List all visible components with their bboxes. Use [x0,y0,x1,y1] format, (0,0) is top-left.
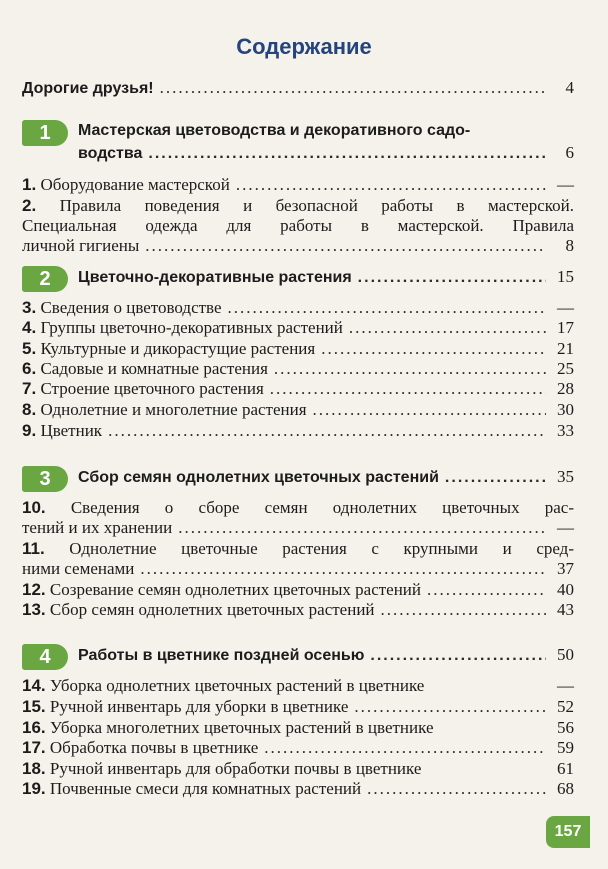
leader-dots [236,175,546,195]
chapter-title: Сбор семян однолетних цветочных растений [78,469,439,486]
leader-dots [349,318,546,338]
leader-dots [160,78,546,98]
item-text: Цветник [40,421,103,440]
leader-dots [381,600,546,620]
item-number: 16. [22,718,46,737]
item-text-line: тений и их хранении [22,518,173,537]
page-ref: 56 [557,718,574,737]
item-text: Однолетние и многолетние растения [40,400,307,419]
toc-item-16 [22,718,574,738]
item-text-line: Правила поведения и безопасной работы в мастерской. [59,196,574,215]
item-text: Уборка однолетних цветочных растений в цветнике [49,676,425,695]
item-number: 4. [22,318,37,337]
leader-dots [270,379,546,399]
item-text: Оборудование мастерской [40,175,230,194]
toc-item-4 [22,318,574,338]
page-ref: 6 [565,143,574,162]
page-ref: 21 [557,339,574,358]
page-ref: 28 [557,379,574,398]
leader-dots [445,467,546,488]
page-ref: 17 [557,318,574,337]
leader-dots [228,298,546,318]
item-text: Культурные и дикорастущие растения [40,339,316,358]
chapter-title-line: водства [78,145,143,162]
chapter-badge: 1 [22,120,68,146]
leader-dots [145,236,546,256]
leader-dots [427,580,546,600]
toc-item-18 [22,759,574,779]
chapter-badge: 2 [22,266,68,292]
item-text: Уборка многолетних цветочных растений в цветнике [49,718,434,737]
page-ref: 35 [557,467,574,486]
item-number: 5. [22,339,37,358]
item-number: 14. [22,676,46,695]
page-ref: 33 [557,421,574,440]
page-ref: 68 [557,779,574,798]
page-ref: 50 [557,645,574,664]
chapter-4-heading [22,644,574,666]
leader-dots [140,559,546,579]
item-number: 12. [22,580,46,599]
toc-item-12 [22,580,574,600]
item-number: 9. [22,421,37,440]
item-text: Строение цветочного растения [40,379,264,398]
toc-item-10 [22,498,574,538]
chapter-title-line: Мастерская цветоводства и декоративного садо- [78,122,471,139]
item-number: 1. [22,175,37,194]
page-ref: 37 [557,559,574,578]
page-ref: 30 [557,400,574,419]
item-text-line: ними семенами [22,559,135,578]
leader-dots [354,697,546,717]
item-number: 19. [22,779,46,798]
chapter-badge: 3 [22,466,68,492]
item-text: Сведения о цветоводстве [40,298,222,317]
page-ref: 15 [557,267,574,286]
page-ref: 61 [557,759,574,778]
item-number: 17. [22,738,46,757]
toc-item-8 [22,400,574,420]
item-number: 15. [22,697,46,716]
page-ref: 40 [557,580,574,599]
leader-dots [148,143,546,164]
item-text: Ручной инвентарь для обработки почвы в цветнике [49,759,422,778]
leader-dots [313,400,546,420]
item-text-line: Однолетние цветочные растения с крупными и сред- [69,539,574,558]
page-ref: — [557,298,574,317]
item-text-line: Специальная одежда для работы в мастерской. Правила [22,216,574,235]
chapter-1-heading [22,120,574,164]
item-text: Почвенные смеси для комнатных растений [49,779,362,798]
item-text: Сбор семян однолетних цветочных растений [49,600,375,619]
page-ref: 59 [557,738,574,757]
page-ref: 52 [557,697,574,716]
item-text: Садовые и комнатные растения [40,359,268,378]
page-ref: — [557,175,574,194]
page-ref: 25 [557,359,574,378]
page-number-badge: 157 [546,816,590,848]
page-title: Содержание [236,34,372,59]
leader-dots [358,267,546,288]
item-text: Созревание семян однолетних цветочных растений [49,580,422,599]
item-number: 7. [22,379,37,398]
item-text-line: Сведения о сборе семян однолетних цветочных рас- [70,498,575,517]
leader-dots [274,359,546,379]
page-ref: — [557,676,574,695]
item-text: Группы цветочно-декоративных растений [40,318,343,337]
toc-item-14 [22,676,574,696]
toc-item-17 [22,738,574,758]
item-number: 11. [22,539,45,558]
item-number: 3. [22,298,37,317]
page-ref: — [557,518,574,537]
leader-dots [370,645,546,666]
chapter-3-heading [22,466,574,488]
toc-item-9 [22,421,574,441]
leader-dots [178,518,546,538]
page-ref: 43 [557,600,574,619]
item-number: 10. [22,498,46,517]
toc-item-13 [22,600,574,620]
item-number: 6. [22,359,37,378]
item-text: Обработка почвы в цветнике [49,738,259,757]
toc-item-3 [22,298,574,318]
toc-intro [22,78,574,98]
toc-item-6 [22,359,574,379]
chapter-title: Работы в цветнике поздней осенью [78,647,365,664]
toc-item-7 [22,379,574,399]
item-number: 2. [22,196,37,215]
item-text: Ручной инвентарь для уборки в цветнике [49,697,349,716]
intro-text: Дорогие друзья! [22,80,154,97]
chapter-badge: 4 [22,644,68,670]
page-ref: 4 [565,78,574,97]
item-number: 18. [22,759,46,778]
leader-dots [367,779,546,799]
item-number: 8. [22,400,37,419]
item-number: 13. [22,600,46,619]
toc-item-11 [22,539,574,579]
toc-item-19 [22,779,574,799]
chapter-title: Цветочно-декоративные растения [78,269,352,286]
leader-dots [264,738,546,758]
leader-dots [108,421,546,441]
page-ref: 8 [565,236,574,255]
toc-item-5 [22,339,574,359]
chapter-2-heading [22,266,574,288]
leader-dots [321,339,546,359]
toc-item-1 [22,175,574,195]
toc-item-15 [22,697,574,717]
item-text-line: личной гигиены [22,236,140,255]
toc-item-2 [22,196,574,256]
